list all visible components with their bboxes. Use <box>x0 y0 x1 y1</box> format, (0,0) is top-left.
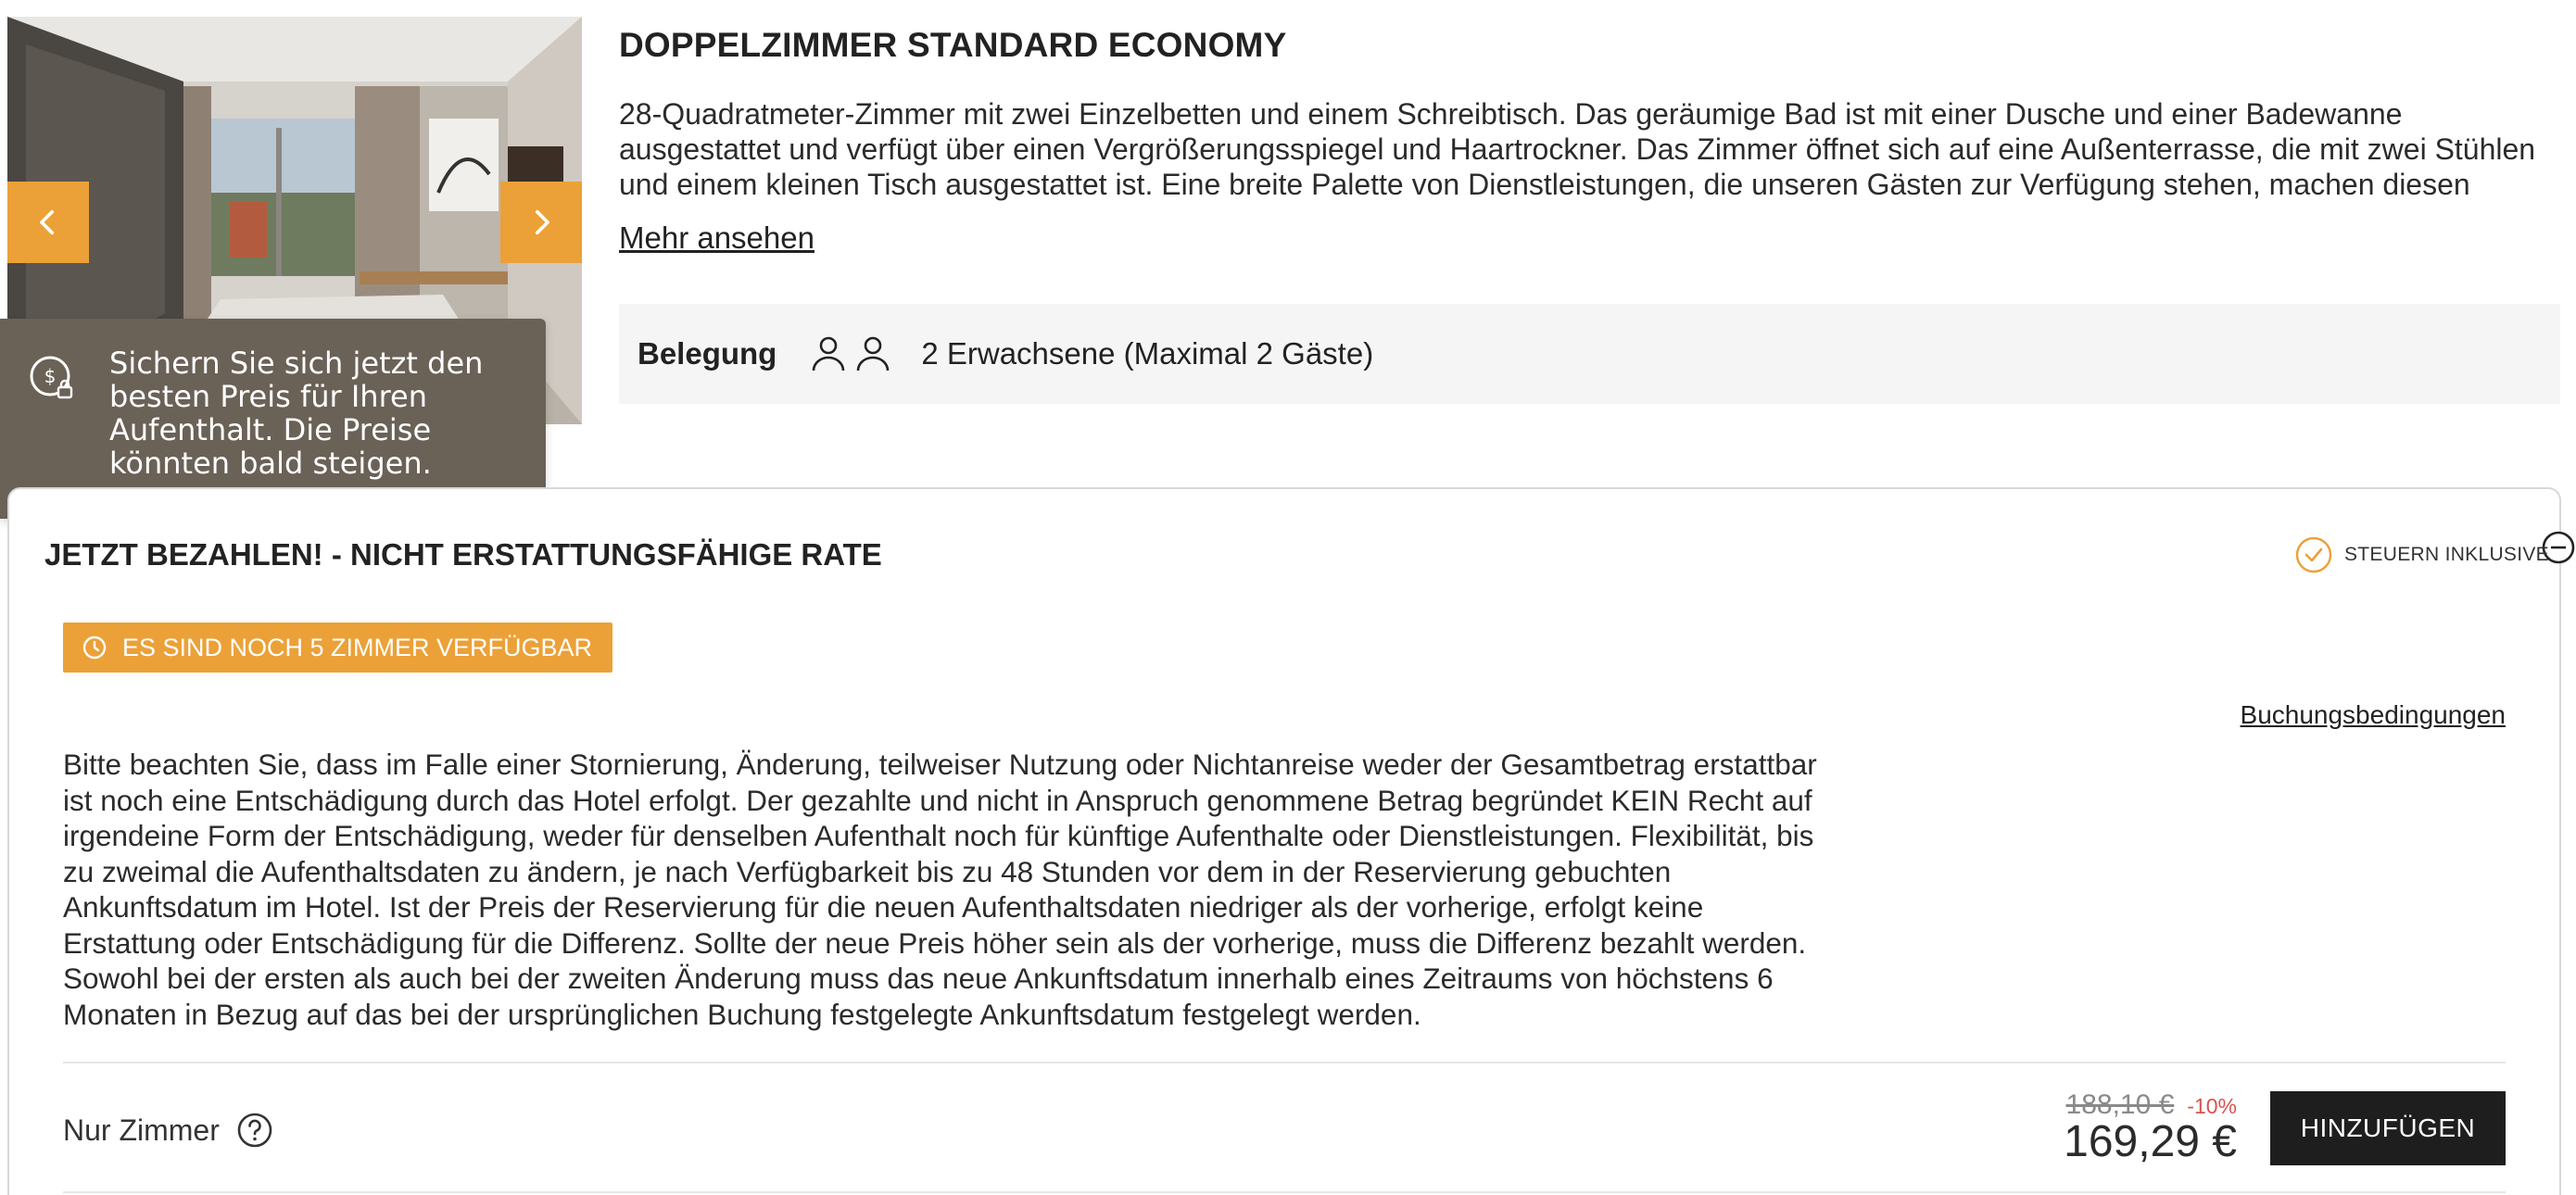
original-price-row <box>2064 1089 2237 1121</box>
room-description: 28-Quadratmeter-Zimmer mit zwei Einzelbetten und einem Schreibtisch. Das geräumige Bad ist mit einer Dusche und einer Badewanne ausgestattet und verfügt über einen Vergrößerungsspiegel und Haartrockner. Das Zimmer öffnet sich auf eine Außenterrasse, die mit zwei Stühlen und einem kleinen Tisch ausgestattet ist. Eine breite Palette von Dienstleistungen, die unseren Gästen zur Verfügung stehen, machen diesen <box>619 97 2536 201</box>
cancellation-policy-text: Bitte beachten Sie, dass im Falle einer Stornierung, Änderung, teilweiser Nutzung oder Nichtanreise weder der Gesamtbetrag erstattbar ist noch eine Entschädigung durch das Hotel erfolgt. Der gezahlte und nicht in Anspruch genommene Betrag begründet KEIN Recht auf irgendeine Form der Entschädigung, weder für denselben Aufenthalt noch für künftige Aufenthalte oder Dienstleistungen. Flexibilität, bis zu zweimal die Aufenthaltsdaten zu ändern, je nach Verfügbarkeit bis zu 48 Stunden vor dem in der Reservierung gebuchten Ankunftsdatum im Hotel. Ist der Preis der Reservierung für die neuen Aufenthaltsdaten niedriger als der vorherige, erfolgt keine Erstattung oder Entschädigung für die Differenz. Sollte der neue Preis höher sein als der vorherige, muss die Differenz bezahlt werden. Sowohl bei der ersten als auch bei der zweiten Änderung muss das neue Ankunftsdatum innerhalb eines Zeitraums von höchstens 6 Monaten in Bezug auf das bei der ursprünglichen Buchung festgelegte Ankunftsdatum festgelegt werden. <box>63 748 1817 1031</box>
discount-badge: -10% <box>2187 1094 2237 1118</box>
availability-badge <box>63 623 612 673</box>
price-alert-text: Sichern Sie sich jetzt den besten Preis für Ihren Aufenthalt. Die Preise könnten bald steigen. <box>109 346 484 481</box>
occupancy-label: Belegung <box>638 336 777 371</box>
board-type-label: Nur Zimmer <box>63 1113 220 1147</box>
check-circle-icon <box>2294 535 2333 574</box>
rate-title: JETZT BEZAHLEN! - NICHT ERSTATTUNGSFÄHIGE RATE <box>44 537 882 572</box>
occupancy-icons <box>808 333 893 374</box>
help-circle-icon[interactable] <box>236 1112 273 1149</box>
taxes-included-badge <box>2294 535 2549 574</box>
gallery-next-button[interactable] <box>500 182 582 263</box>
person-icon <box>852 333 893 374</box>
add-button[interactable]: HINZUFÜGEN <box>2270 1091 2506 1165</box>
divider <box>63 1062 2506 1063</box>
occupancy-bar <box>619 304 2560 404</box>
see-more-link[interactable]: Mehr ansehen <box>619 220 814 255</box>
chevron-right-icon <box>525 207 557 238</box>
clock-icon <box>82 635 107 660</box>
chevron-left-icon <box>32 207 64 238</box>
price-block <box>2064 1089 2237 1165</box>
price-lock-icon <box>28 354 78 404</box>
room-title: DOPPELZIMMER STANDARD ECONOMY <box>619 26 1287 64</box>
gallery-prev-button[interactable] <box>7 182 89 263</box>
svg-text:$: $ <box>44 365 57 387</box>
occupancy-text: 2 Erwachsene (Maximal 2 Gäste) <box>921 336 1374 371</box>
booking-conditions-link[interactable]: Buchungsbedingungen <box>2240 700 2506 729</box>
divider <box>63 1191 2506 1193</box>
taxes-included-label: STEUERN INKLUSIVE <box>2344 544 2549 565</box>
board-type <box>63 1112 273 1149</box>
original-price: 188,10 € <box>2065 1089 2175 1120</box>
availability-text: ES SIND NOCH 5 ZIMMER VERFÜGBAR <box>122 633 593 661</box>
person-icon <box>808 333 849 374</box>
current-price: 169,29 € <box>2064 1117 2237 1166</box>
